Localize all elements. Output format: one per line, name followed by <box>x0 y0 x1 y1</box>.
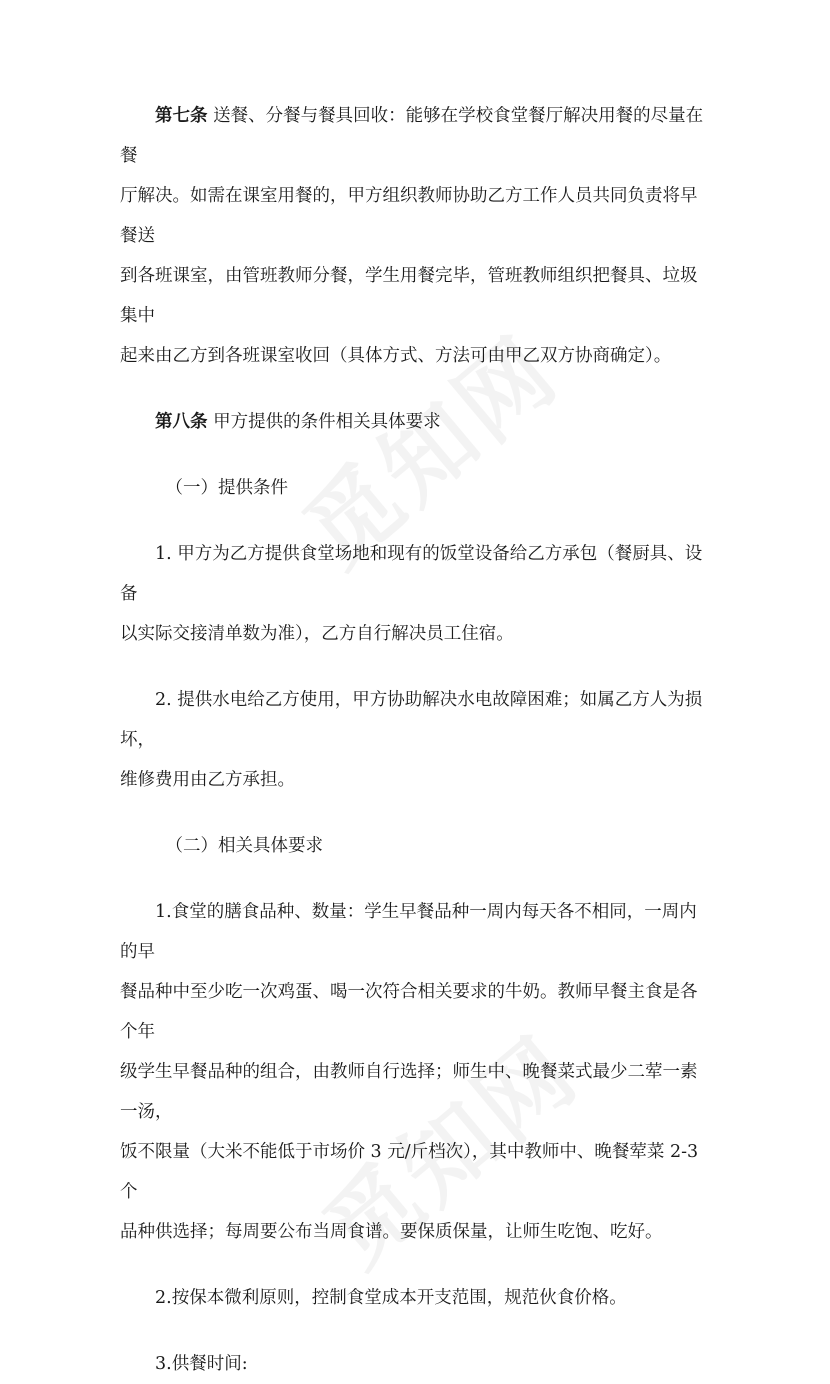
article-7-paragraph <box>120 96 710 376</box>
section-1-item-2 <box>120 680 710 800</box>
article-8-heading: 第八条 <box>155 412 208 432</box>
section-1-item-2-line: 维修费用由乙方承担。 <box>120 770 295 790</box>
section-1-item-1 <box>120 534 710 654</box>
article-7-line: 送餐、分餐与餐具回收：能够在学校食堂餐厅解决用餐的尽量在餐 <box>120 106 704 166</box>
section-2-title: （二）相关具体要求 <box>165 836 323 856</box>
section-2-item-2: 2.按保本微利原则，控制食堂成本开支范围，规范伙食价格。 <box>155 1288 627 1308</box>
section-1-item-1-line: 以实际交接清单数为准），乙方自行解决员工住宿。 <box>120 624 514 644</box>
section-1-title: （一）提供条件 <box>165 478 288 498</box>
document-body <box>120 96 710 1384</box>
section-2-item-1-line: 饭不限量（大米不能低于市场价 3 元/斤档次），其中教师中、晚餐荤菜 2-3 个 <box>120 1142 699 1202</box>
article-8-heading-line <box>120 402 710 442</box>
section-2-item-1 <box>120 892 710 1252</box>
section-2-item-3: 3.供餐时间: <box>155 1354 248 1374</box>
section-2-item-1-line: 1.食堂的膳食品种、数量：学生早餐品种一周内每天各不相同，一周内的早 <box>120 902 697 962</box>
section-1-item-2-line: 2. 提供水电给乙方使用，甲方协助解决水电故障困难；如属乙方人为损坏， <box>120 690 703 750</box>
article-8-title: 甲方提供的条件相关具体要求 <box>213 412 441 432</box>
article-7-line: 到各班课室，由管班教师分餐，学生用餐完毕，管班教师组织把餐具、垃圾集中 <box>120 266 698 326</box>
article-7-line: 厅解决。如需在课室用餐的，甲方组织教师协助乙方工作人员共同负责将早餐送 <box>120 186 698 246</box>
section-1-item-1-line: 1. 甲方为乙方提供食堂场地和现有的饭堂设备给乙方承包（餐厨具、设备 <box>120 544 703 604</box>
section-2-item-1-line: 级学生早餐品种的组合，由教师自行选择；师生中、晚餐菜式最少二荤一素一汤， <box>120 1062 698 1122</box>
article-7-line: 起来由乙方到各班课室收回（具体方式、方法可由甲乙双方协商确定）。 <box>120 346 672 366</box>
section-2-item-1-line: 餐品种中至少吃一次鸡蛋、喝一次符合相关要求的牛奶。教师早餐主食是各个年 <box>120 982 698 1042</box>
article-7-heading: 第七条 <box>155 106 208 126</box>
section-2-item-1-line: 品种供选择；每周要公布当周食谱。要保质保量，让师生吃饱、吃好。 <box>120 1222 663 1242</box>
